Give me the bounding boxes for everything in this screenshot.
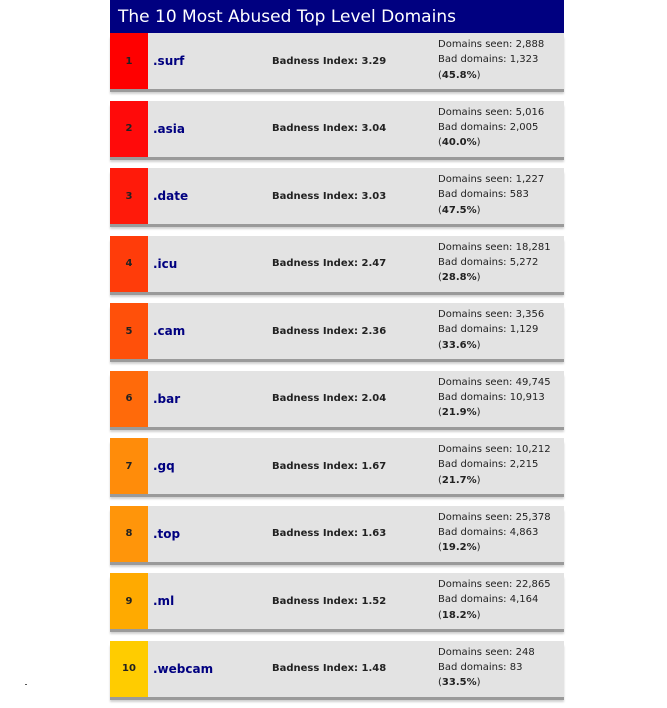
badness-index: Badness Index: 1.48: [272, 663, 387, 674]
bad-domains: Bad domains: 4,164: [438, 594, 539, 606]
badness-index: Badness Index: 3.03: [272, 190, 387, 202]
bad-percentage-value: 33.6%: [441, 339, 477, 351]
bad-percentage-value: 40.0%: [441, 137, 477, 149]
domain-stats: [438, 375, 551, 421]
tld-name: .cam: [153, 324, 186, 338]
domains-seen: Domains seen: 3,356: [438, 309, 545, 320]
abused-tld-panel: [110, 0, 564, 708]
bad-percentage-value: 19.2%: [441, 542, 477, 554]
bad-percentage-value: 21.7%: [441, 474, 477, 486]
panel-title: The 10 Most Abused Top Level Domains: [110, 0, 564, 33]
badness-index: Badness Index: 2.47: [272, 258, 387, 269]
domain-stats: [438, 510, 551, 556]
bad-domains: Bad domains: 2,005: [438, 121, 539, 133]
bad-domains: Bad domains: 83: [438, 661, 523, 673]
bad-domains: Bad domains: 10,913: [438, 391, 545, 403]
rank-badge: 7: [110, 438, 148, 494]
bad-domains: Bad domains: 2,215: [438, 459, 539, 471]
bad-percentage: (28.8%): [438, 272, 481, 284]
tld-name: .icu: [153, 256, 178, 271]
bad-percentage: (21.7%): [438, 474, 481, 486]
bad-domains: Bad domains: 583: [438, 189, 529, 201]
tld-row: [110, 506, 564, 562]
bad-percentage: (18.2%): [438, 609, 481, 621]
domains-seen: Domains seen: 10,212: [438, 444, 551, 455]
tld-name: .top: [153, 526, 181, 541]
domain-stats: [438, 240, 551, 286]
domain-stats: [438, 307, 544, 353]
domains-seen: Domains seen: 25,378: [438, 511, 551, 523]
bad-percentage: (33.5%): [438, 677, 481, 689]
rank-badge: 3: [110, 168, 148, 224]
tld-row: [110, 236, 564, 292]
bad-domains: Bad domains: 1,129: [438, 324, 539, 336]
tld-row: [110, 573, 564, 629]
tld-row: [110, 168, 564, 224]
tld-name: .ml: [153, 594, 175, 608]
domains-seen: Domains seen: 248: [438, 646, 535, 658]
bad-percentage: (47.5%): [438, 204, 481, 216]
domain-stats: [438, 577, 551, 623]
domains-seen: Domains seen: 1,227: [438, 174, 545, 185]
domains-seen: Domains seen: 49,745: [438, 376, 551, 388]
rank-badge: 8: [110, 506, 148, 562]
tld-row: [110, 303, 564, 359]
bad-percentage-value: 45.8%: [441, 69, 477, 81]
domain-stats: [438, 442, 551, 488]
bad-domains: Bad domains: 1,323: [438, 54, 539, 66]
rank-badge: 6: [110, 371, 148, 427]
bad-percentage-value: 21.9%: [441, 407, 477, 419]
bad-percentage-value: 18.2%: [441, 609, 477, 621]
rank-badge: 5: [110, 303, 148, 359]
page-mark: [25, 684, 27, 685]
rank-badge: 9: [110, 573, 148, 629]
bad-percentage-value: 28.8%: [441, 272, 477, 284]
tld-row: [110, 101, 564, 157]
tld-name: .surf: [153, 54, 185, 68]
tld-row: [110, 33, 564, 89]
domain-stats: [438, 105, 544, 151]
tld-row: [110, 438, 564, 494]
badness-index: Badness Index: 2.36: [272, 325, 387, 337]
bad-percentage-value: 47.5%: [441, 204, 477, 216]
bad-percentage: (21.9%): [438, 407, 481, 419]
domain-stats: [438, 37, 544, 83]
badness-index: Badness Index: 1.52: [272, 595, 387, 607]
tld-row: [110, 371, 564, 427]
bad-domains: Bad domains: 5,272: [438, 256, 539, 268]
domains-seen: Domains seen: 18,281: [438, 241, 551, 253]
bad-percentage: (33.6%): [438, 339, 481, 351]
rank-badge: 10: [110, 641, 148, 697]
bad-domains: Bad domains: 4,863: [438, 526, 539, 538]
rank-badge: 4: [110, 236, 148, 292]
tld-row: [110, 641, 564, 697]
domains-seen: Domains seen: 22,865: [438, 579, 551, 590]
bad-percentage: (45.8%): [438, 69, 481, 81]
tld-name: .asia: [153, 121, 186, 136]
badness-index: Badness Index: 1.63: [272, 528, 387, 539]
badness-index: Badness Index: 3.29: [272, 55, 387, 67]
tld-list: [110, 33, 564, 697]
domains-seen: Domains seen: 5,016: [438, 106, 545, 118]
tld-name: .date: [153, 189, 189, 203]
rank-badge: 2: [110, 101, 148, 157]
badness-index: Badness Index: 1.67: [272, 460, 387, 472]
rank-badge: 1: [110, 33, 148, 89]
tld-name: .bar: [153, 391, 181, 406]
domain-stats: [438, 645, 535, 691]
badness-index: Badness Index: 3.04: [272, 123, 387, 134]
tld-name: .gq: [153, 459, 175, 473]
bad-percentage-value: 33.5%: [441, 677, 477, 689]
tld-name: .webcam: [153, 661, 214, 676]
badness-index: Badness Index: 2.04: [272, 393, 387, 404]
domains-seen: Domains seen: 2,888: [438, 39, 545, 50]
bad-percentage: (40.0%): [438, 137, 481, 149]
bad-percentage: (19.2%): [438, 542, 481, 554]
domain-stats: [438, 172, 544, 218]
